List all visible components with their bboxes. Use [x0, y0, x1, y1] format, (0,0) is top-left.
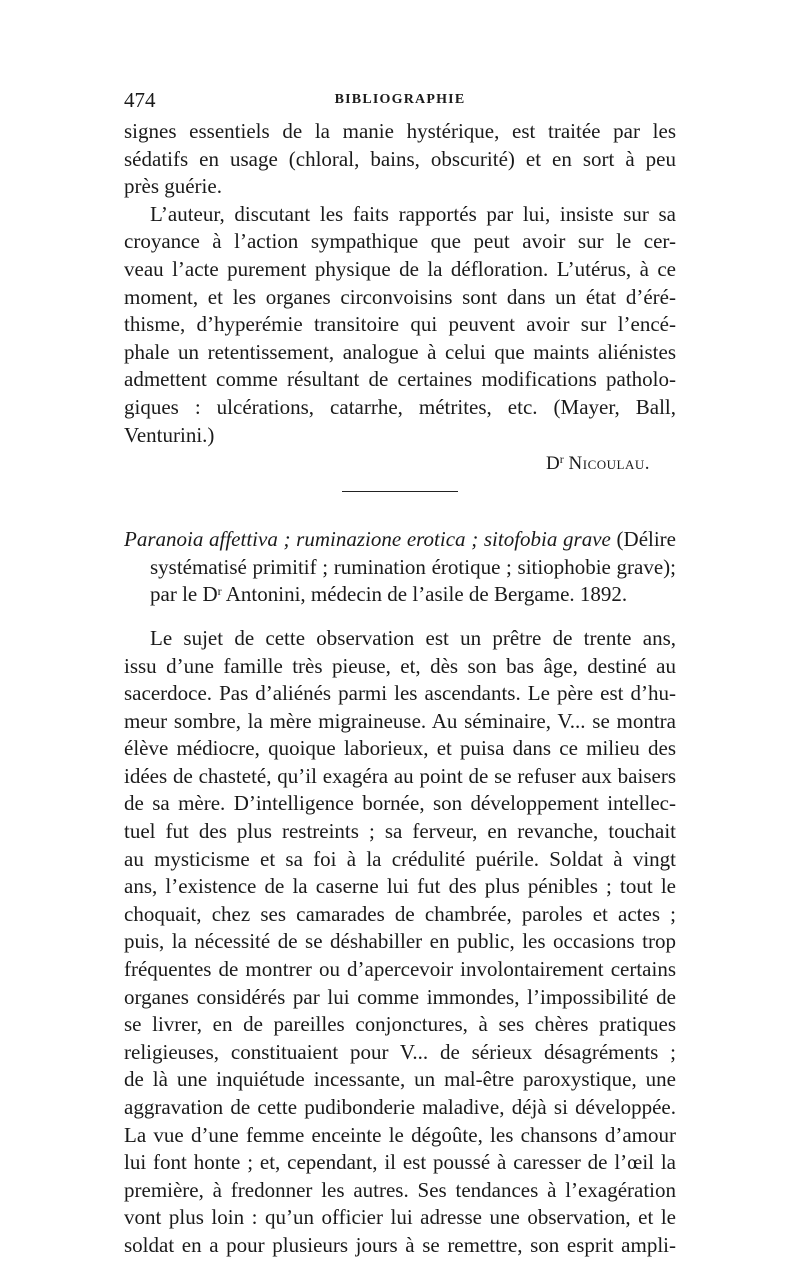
signature-title-sup: r [559, 452, 564, 467]
page-number: 474 [124, 88, 156, 112]
text-line: près guérie. [124, 174, 222, 199]
review-author-rest: Antonini, médecin de l’asile de Bergame. 1892. [221, 582, 628, 607]
text-line: première, à fredonner les autres. Ses tendances à l’exagération [124, 1177, 676, 1202]
text-line: fréquentes de montrer ou d’apercevoir involontairement certains [124, 957, 676, 982]
review-author-sup: r [217, 584, 222, 599]
text-line: moment, et les organes circonvoisins sont dans un état d’éré- [124, 284, 676, 309]
text-line: issu d’une famille très pieuse, et, dès son bas âge, destiné au [124, 653, 676, 678]
text-line: Le sujet de cette observation est un prêtre de trente ans, [150, 625, 676, 650]
text-line: lui font honte ; et, cependant, il est poussé à caresser de l’œil la [124, 1150, 676, 1175]
text-line: admettent comme résultant de certaines modifications patholo- [124, 367, 676, 392]
review-title-line [124, 526, 676, 554]
reviewer-signature [124, 449, 676, 479]
signature-title: D [546, 453, 560, 475]
text-line: L’auteur, discutant les faits rapportés par lui, insiste sur sa [150, 201, 676, 226]
review-heading [124, 526, 676, 609]
text-line: veau l’acte purement physique de la défloration. L’utérus, à ce [124, 256, 676, 281]
text-line: se livrer, en de pareilles conjonctures, à ses chères pratiques [124, 1012, 676, 1037]
text-line: phale un retentissement, analogue à celui que maints aliénistes [124, 339, 676, 364]
text-line: sacerdoce. Pas d’aliénés parmi les ascendants. Le père est d’hu- [124, 681, 676, 706]
text-line: religieuses, constituaient pour V... de sérieux désagréments ; [124, 1039, 676, 1064]
text-line: élève médiocre, quoique laborieux, et puisa dans ce milieu des [124, 736, 676, 761]
text-line: Venturini.) [124, 422, 215, 447]
text-line: aggravation de cette pudibonderie maladive, déjà si développée. [124, 1095, 676, 1119]
review-title-italic: Paranoia affettiva ; ruminazione erotica ; sitofobia grave [124, 527, 611, 552]
text-line: La vue d’une femme enceinte le dégoûte, les chansons d’amour [124, 1122, 676, 1147]
continued-paragraph [124, 118, 676, 201]
text-line: choquait, chez ses camarades de chambrée, paroles et actes ; [124, 901, 676, 926]
review-author-prefix: par le D [150, 582, 218, 607]
text-line: giques : ulcérations, catarrhe, métrites, etc. (Mayer, Ball, [124, 394, 676, 419]
text-line: de sa mère. D’intelligence bornée, son développement intellec- [124, 791, 676, 816]
review-subtitle-line: systématisé primitif ; rumination érotique ; sitiophobie grave); [150, 554, 676, 579]
text-line: puis, la nécessité de se déshabiller en public, les occasions trop [124, 929, 676, 954]
signature-name: Nicoulau. [568, 453, 650, 475]
text-line: thisme, d’hyperémie transitoire qui peuvent avoir sur l’encé- [124, 312, 676, 337]
text-line: croyance à l’action sympathique que peut avoir sur le cer- [124, 229, 676, 254]
text-line: organes considérés par lui comme immondes, l’impossibilité de [124, 984, 676, 1009]
running-title: BIBLIOGRAPHIE [334, 92, 466, 107]
text-line: signes essentiels de la manie hystérique, est traitée par les [124, 119, 676, 143]
text-line: ans, l’existence de la caserne lui fut des plus pénibles ; tout le [124, 874, 676, 899]
case-paragraph [124, 625, 676, 1260]
review-title-rest: (Délire [610, 527, 676, 552]
section-divider [342, 491, 458, 492]
conclusion-paragraph [124, 201, 676, 449]
page-header [124, 88, 676, 118]
text-line: soldat en a pour plusieurs jours à se remettre, son esprit ampli- [124, 1232, 676, 1257]
review-author-line [124, 581, 676, 609]
text-line: au mysticisme et sa foi à la crédulité puérile. Soldat à vingt [124, 846, 676, 871]
text-line: vont plus loin : qu’un officier lui adresse une observation, et le [124, 1205, 676, 1230]
text-line: tuel fut des plus restreints ; sa ferveur, en revanche, touchait [124, 819, 676, 844]
text-line: idées de chasteté, qu’il exagéra au point de se refuser aux baisers [124, 763, 676, 788]
book-page [124, 88, 676, 1260]
text-line: meur sombre, la mère migraineuse. Au séminaire, V... se montra [124, 708, 676, 733]
text-line: de là une inquiétude incessante, un mal-être paroxystique, une [124, 1067, 676, 1092]
text-line: sédatifs en usage (chloral, bains, obscurité) et en sort à peu [124, 146, 676, 171]
